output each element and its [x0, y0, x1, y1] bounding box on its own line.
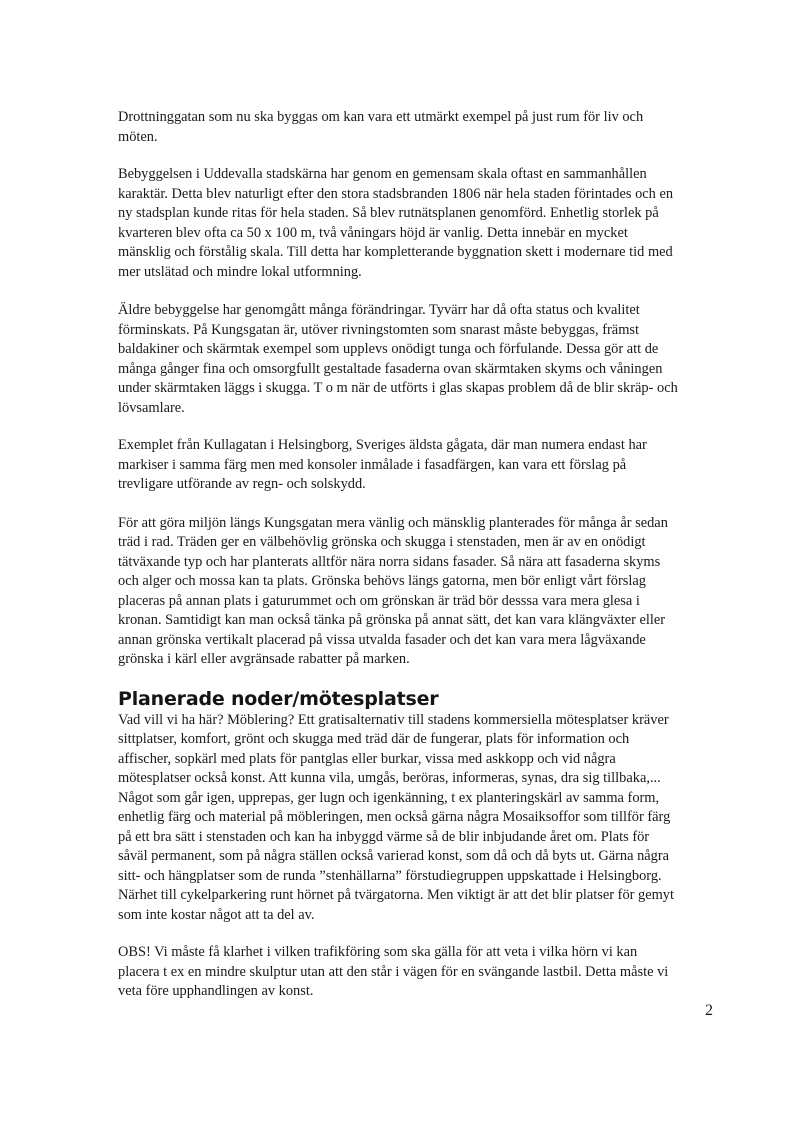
- paragraph-obs: OBS! Vi måste få klarhet i vilken trafikföring som ska gälla för att veta i vilka hörn vi kan placera t ex en mindre skulptur utan att den står i vägen för en svängande lastbil. Detta måste vi veta före upphandlingen av konst.: [118, 944, 669, 999]
- paragraph-kungsgatan-trad: För att göra miljön längs Kungsgatan mera vänlig och mänsklig planterades för många år sedan träd i rad. Träden ger en välbehövlig grönska och skugga i stenstaden, men är av en onödigt tätväxande typ och har planterats alltför nära norra sidans fasader. Så nära att fasaderna skyms och alger och mossa kan ta plats. Grönska behövs längs gatorna, men bör enligt vårt förslag placeras på annan plats i gaturummet och om grönskan är träd bör desssa vara mera glesa i kronan. Samtidigt kan man också tänka på grönska på annat sätt, det kan vara klängväxter eller annan grönska vertikalt placerad på vissa utvalda fasader och det kan vara mera lågväxande grönska i kärl eller avgränsade rabatter på marken.: [118, 514, 668, 667]
- document-body: [118, 108, 678, 1002]
- paragraph-aldre-bebyggelse: Äldre bebyggelse har genomgått många förändringar. Tyvärr har då ofta status och kvalitet förminskats. På Kungsgatan är, utöver rivningstomten som snarast måste bebyggas, främst baldakiner och skärmtak exempel som upplevs onödigt tunga och förfulande. Dessa gör att de många gånger fina och omsorgfullt gestaltade fasaderna ovan skärmtaken skyms och våningen under skärmtaken läggs i skugga. T o m när de utförts i glas skapas problem då de blir skräp- och lövsamlare.: [118, 302, 678, 416]
- paragraph-kullagatan: Exemplet från Kullagatan i Helsingborg, Sveriges äldsta gågata, där man numera endast har markiser i samma färg men med konsoler inmålade i fasadfärgen, kan vara ett förslag på trevligare utförande av regn- och solskydd.: [118, 437, 647, 492]
- paragraph-drottninggatan: Drottninggatan som nu ska byggas om kan vara ett utmärkt exempel på just rum för liv och möten.: [118, 109, 644, 145]
- paragraph-bebyggelsen: Bebyggelsen i Uddevalla stadskärna har genom en gemensam skala oftast en sammanhållen karaktär. Detta blev naturligt efter den stora stadsbranden 1806 när hela staden förintades och en ny stadsplan kunde ritas för hela staden. Så blev rutnätsplanen genomförd. Enhetlig storlek på kvarteren blev ofta ca 50 x 100 m, två våningars höjd är vanlig. Detta innebär en mycket mänsklig och förstålig skala. Till detta har kompletterande byggnation skett i modernare tid med mer utslätad och mindre lokal utformning.: [118, 166, 674, 280]
- page-number: 2: [705, 1002, 713, 1019]
- paragraph-mobling: Vad vill vi ha här? Möblering? Ett gratisalternativ till stadens kommersiella mötesplatser kräver sittplatser, komfort, grönt och skugga med träd där de fungerar, plats för information och affischer, sopkärl med plats för pantglas eller burkar, vissa med askkopp och vid några mötesplatser också konst. Att kunna vila, umgås, beröras, informeras, synas, dra sig tillbaka,... Något som går igen, upprepas, ger lugn och igenkänning, t ex planteringskärl av samma form, enhetlig färg och material på möbleringen, men också gärna några Mosaiksoffor som tillför färg på ett bra sätt i stenstaden och kan ha inbyggd värme så de blir inbjudande året om. Plats för såväl permanent, som på några ställen också varierad konst, som då och då byts ut. Gärna några sitt- och hängplatser som de runda ”stenhällarna” förstudiegruppen uppskattade i Helsingborg. Närhet till cykelparkering runt hörnet på tvärgatorna. Men viktigt är att det blir platser för gemyt som inte kostar något att ta del av.: [118, 711, 674, 923]
- section-heading: Planerade noder/mötesplatser: [118, 687, 439, 710]
